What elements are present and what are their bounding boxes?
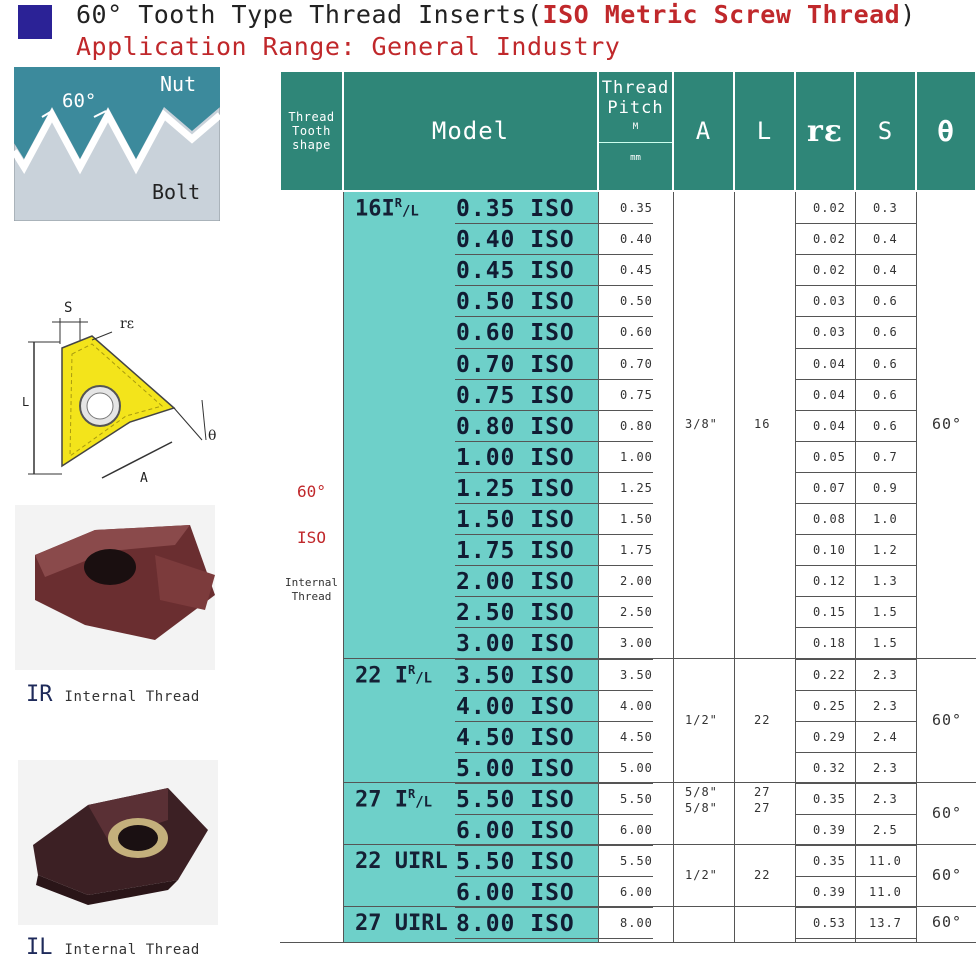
row-divider-pitch: [598, 565, 653, 566]
re-cell: 0.08: [813, 512, 846, 526]
pitch-cell: 0.60: [620, 325, 653, 340]
insert-label-re: rε: [120, 316, 134, 332]
pitch-cell: 3.50: [620, 667, 653, 682]
re-cell: 0.35: [813, 854, 846, 869]
model-prefix: [355, 196, 419, 221]
pitch-cell: 0.35: [620, 201, 653, 215]
insert-label-a: A: [140, 471, 148, 486]
pitch-cell: 3.00: [620, 636, 653, 651]
column-divider: [855, 192, 856, 942]
column-divider: [673, 192, 674, 942]
model-prefix-sup: R: [394, 196, 402, 210]
column-divider: [734, 192, 735, 942]
pitch-cell: 2.50: [620, 605, 653, 620]
row-divider-pitch: [598, 596, 653, 597]
row-divider-pitch: [598, 907, 653, 908]
re-cell: 0.03: [813, 294, 846, 309]
angle-label: 60°: [62, 90, 97, 112]
row-divider-model: [455, 721, 598, 722]
re-cell: 0.02: [813, 232, 846, 247]
page-title: 60° Tooth Type Thread Inserts(ISO Metric Screw Thread): [76, 0, 916, 29]
model-prefix-suffix: /L: [415, 669, 433, 686]
group-divider: [343, 844, 976, 845]
model-value: 3.50 ISO: [456, 662, 575, 689]
ir-caption: [26, 682, 200, 707]
row-divider-pitch: [598, 379, 653, 380]
s-cell: 2.3: [873, 760, 898, 775]
pitch-cell: 4.50: [620, 729, 653, 744]
model-value: 3.00 ISO: [456, 631, 575, 658]
model-prefix-suffix: /L: [415, 794, 433, 811]
re-cell: 0.03: [813, 325, 846, 340]
title-bullet-square: [18, 5, 52, 39]
row-divider-pitch: [598, 690, 653, 691]
row-divider-pitch: [598, 503, 653, 504]
pitch-header-label: Thread Pitch: [601, 78, 670, 118]
s-cell: 0.9: [873, 480, 898, 495]
pitch-header-unit: mm: [630, 153, 641, 163]
row-divider-model: [455, 845, 598, 846]
model-value: 0.70 ISO: [456, 351, 575, 378]
pitch-cell: 5.50: [620, 854, 653, 869]
a-cell: 3/8": [685, 417, 718, 432]
s-cell: 1.5: [873, 605, 898, 620]
s-cell: 0.6: [873, 418, 898, 433]
pitch-cell: 0.70: [620, 356, 653, 371]
s-cell: 1.3: [873, 574, 898, 589]
s-cell: 11.0: [869, 854, 902, 869]
row-divider-model: [455, 783, 598, 784]
row-divider-pitch: [598, 659, 653, 660]
header-shape: Thread Tooth shape: [281, 72, 342, 190]
group-divider: [343, 658, 976, 659]
model-value: 0.45 ISO: [456, 258, 575, 285]
header-l: L: [735, 72, 794, 190]
s-cell: 2.3: [873, 698, 898, 713]
s-cell: 13.7: [869, 916, 902, 931]
row-divider-pitch: [598, 814, 653, 815]
nut-label: Nut: [160, 72, 197, 96]
re-cell: 0.15: [813, 605, 846, 620]
a-cell: 1/2": [685, 712, 718, 727]
pitch-header-sub: M: [632, 122, 639, 132]
pitch-cell: 6.00: [620, 823, 653, 837]
row-divider-pitch: [598, 938, 653, 939]
s-cell: 2.3: [873, 667, 898, 682]
s-cell: 1.0: [873, 512, 898, 526]
pitch-cell: 1.00: [620, 449, 653, 464]
pitch-header-divider: [599, 142, 672, 143]
row-divider-pitch: [598, 316, 653, 317]
model-prefix-sup: R: [407, 786, 416, 801]
theta-cell: 60°: [932, 804, 963, 822]
row-divider-model: [455, 814, 598, 815]
row-divider-pitch: [598, 752, 653, 753]
re-cell: 0.10: [813, 543, 846, 558]
header-s: S: [856, 72, 915, 190]
side-angle-label: 60°: [297, 482, 326, 501]
model-value: 6.00 ISO: [456, 818, 575, 844]
s-cell: 0.7: [873, 449, 898, 464]
re-cell: 0.02: [813, 201, 846, 215]
row-divider-pitch: [598, 472, 653, 473]
table-bottom-line: [280, 942, 976, 943]
row-divider-pitch: [598, 534, 653, 535]
s-cell: 0.6: [873, 387, 898, 402]
row-divider-pitch: [598, 783, 653, 784]
row-divider-model: [455, 285, 598, 286]
row-divider-model: [455, 534, 598, 535]
il-caption: [26, 935, 200, 960]
pitch-cell: 1.25: [620, 480, 653, 495]
theta-cell: 60°: [932, 710, 963, 729]
l-cell: 27: [754, 784, 771, 799]
header-pitch: [599, 72, 672, 190]
row-divider-model: [455, 596, 598, 597]
il-code: IL: [26, 935, 53, 960]
model-value: 0.80 ISO: [456, 413, 575, 440]
title-highlight: ISO Metric Screw Thread: [542, 0, 901, 29]
l-cell: 16: [754, 417, 771, 432]
insert-dimension-diagram: [22, 290, 237, 490]
ir-text: Internal Thread: [64, 689, 200, 705]
s-cell: 11.0: [869, 885, 902, 900]
header-re: rε: [796, 72, 854, 190]
row-divider-model: [455, 565, 598, 566]
row-divider-pitch: [598, 410, 653, 411]
theta-cell: 60°: [932, 912, 963, 931]
model-value: 1.25 ISO: [456, 475, 575, 502]
row-divider-pitch: [598, 285, 653, 286]
row-divider-model: [455, 659, 598, 660]
row-divider-model: [455, 876, 598, 877]
model-value: 5.50 ISO: [456, 849, 575, 876]
specs-table: [280, 72, 976, 980]
model-prefix-code: 27 UIRL: [355, 911, 448, 937]
l-cell: 22: [754, 868, 771, 883]
pitch-cell: 0.75: [620, 387, 653, 402]
insert-label-s: S: [64, 300, 73, 316]
header-model: Model: [344, 72, 597, 190]
model-value: 1.50 ISO: [456, 507, 575, 533]
model-value: 0.75 ISO: [456, 382, 575, 409]
model-value: 5.50 ISO: [456, 786, 575, 813]
row-divider-model: [455, 503, 598, 504]
a-cell: 5/8": [685, 784, 718, 799]
header-a: A: [674, 72, 733, 190]
row-divider-pitch: [598, 721, 653, 722]
model-value: 6.00 ISO: [456, 880, 575, 907]
a-cell: 5/8": [685, 800, 718, 815]
pitch-cell: 6.00: [620, 885, 653, 900]
re-cell: 0.02: [813, 263, 846, 278]
column-divider: [343, 192, 344, 942]
insert-label-theta: θ: [208, 428, 217, 444]
s-cell: 1.2: [873, 543, 898, 558]
model-prefix-sup: R: [407, 662, 416, 677]
row-divider-model: [455, 690, 598, 691]
pitch-cell: 5.00: [620, 760, 653, 775]
re-cell: 0.04: [813, 356, 846, 371]
model-value: 1.75 ISO: [456, 538, 575, 565]
s-cell: 0.6: [873, 325, 898, 340]
row-divider-model: [455, 410, 598, 411]
pitch-cell: 2.00: [620, 574, 653, 589]
row-divider-model: [455, 938, 598, 939]
bolt-label: Bolt: [152, 180, 201, 204]
column-divider: [916, 192, 917, 942]
column-divider: [795, 192, 796, 942]
side-internal-label: Internal Thread: [285, 576, 338, 603]
row-divider-model: [455, 441, 598, 442]
pitch-cell: 0.80: [620, 418, 653, 433]
row-divider-pitch: [598, 223, 653, 224]
s-cell: 0.6: [873, 294, 898, 309]
s-cell: 2.4: [873, 729, 898, 744]
l-cell: 27: [754, 800, 771, 815]
re-cell: 0.35: [813, 791, 846, 806]
s-cell: 0.6: [873, 356, 898, 371]
model-prefix: [355, 911, 448, 936]
side-iso-label: ISO: [297, 528, 326, 547]
group-divider: [343, 782, 976, 783]
re-cell: 0.07: [813, 480, 846, 495]
row-divider-model: [455, 472, 598, 473]
re-cell: 0.53: [813, 916, 846, 931]
column-divider: [598, 192, 599, 942]
model-prefix: [355, 787, 432, 812]
model-prefix-code: 22 I: [355, 662, 408, 688]
il-insert-photo: [18, 760, 218, 925]
re-cell: 0.29: [813, 729, 846, 744]
group-divider: [343, 906, 976, 907]
re-cell: 0.39: [813, 885, 846, 900]
a-cell: 1/2": [685, 868, 718, 883]
model-value: 0.60 ISO: [456, 320, 575, 347]
row-divider-pitch: [598, 627, 653, 628]
model-value: 4.00 ISO: [456, 693, 575, 720]
model-value: 4.50 ISO: [456, 724, 575, 751]
model-prefix-code: 16I: [355, 196, 395, 222]
re-cell: 0.18: [813, 636, 846, 651]
ir-code: IR: [26, 682, 53, 707]
l-cell: 22: [754, 712, 771, 727]
row-divider-pitch: [598, 876, 653, 877]
model-value: 2.50 ISO: [456, 600, 575, 627]
pitch-cell: 4.00: [620, 698, 653, 713]
row-divider-model: [455, 379, 598, 380]
row-divider-pitch: [598, 254, 653, 255]
row-divider-model: [455, 752, 598, 753]
re-cell: 0.32: [813, 760, 846, 775]
pitch-cell: 1.50: [620, 512, 653, 526]
row-divider-model: [455, 316, 598, 317]
re-cell: 0.25: [813, 698, 846, 713]
re-cell: 0.04: [813, 387, 846, 402]
pitch-cell: 8.00: [620, 916, 653, 931]
model-value: 1.00 ISO: [456, 444, 575, 471]
re-cell: 0.22: [813, 667, 846, 682]
re-cell: 0.05: [813, 449, 846, 464]
model-value: 0.35 ISO: [456, 196, 575, 222]
model-value: 5.00 ISO: [456, 755, 575, 782]
re-cell: 0.12: [813, 574, 846, 589]
model-value: 0.50 ISO: [456, 289, 575, 316]
model-value: 0.40 ISO: [456, 227, 575, 254]
model-prefix: [355, 663, 432, 688]
row-divider-pitch: [598, 441, 653, 442]
pitch-cell: 0.50: [620, 294, 653, 309]
pitch-cell: 0.45: [620, 263, 653, 278]
theta-cell: 60°: [932, 866, 963, 885]
model-prefix-code: 22 UIRL: [355, 849, 448, 875]
row-divider-pitch: [598, 845, 653, 846]
s-cell: 0.3: [873, 201, 898, 215]
s-cell: 2.5: [873, 823, 898, 837]
row-divider-model: [455, 627, 598, 628]
row-divider-pitch: [598, 348, 653, 349]
row-divider-model: [455, 223, 598, 224]
model-value: 8.00 ISO: [456, 911, 575, 938]
re-cell: 0.39: [813, 823, 846, 837]
header-theta: θ: [917, 72, 975, 190]
model-prefix-code: 27 I: [355, 787, 408, 813]
page-subtitle: Application Range: General Industry: [76, 32, 621, 61]
row-divider-model: [455, 348, 598, 349]
pitch-cell: 1.75: [620, 543, 653, 558]
s-cell: 1.5: [873, 636, 898, 651]
s-cell: 2.3: [873, 791, 898, 806]
re-cell: 0.04: [813, 418, 846, 433]
theta-cell: 60°: [932, 415, 963, 434]
model-prefix: [355, 849, 448, 874]
ir-insert-photo: [15, 505, 215, 670]
s-cell: 0.4: [873, 263, 898, 278]
row-divider-model: [455, 907, 598, 908]
row-divider-model: [455, 254, 598, 255]
model-prefix-suffix: /L: [401, 203, 419, 220]
thread-profile-diagram: [14, 67, 220, 221]
insert-label-l: L: [22, 395, 30, 409]
pitch-cell: 5.50: [620, 791, 653, 806]
s-cell: 0.4: [873, 232, 898, 247]
model-value: 2.00 ISO: [456, 569, 575, 596]
pitch-cell: 0.40: [620, 232, 653, 247]
il-text: Internal Thread: [64, 942, 200, 958]
